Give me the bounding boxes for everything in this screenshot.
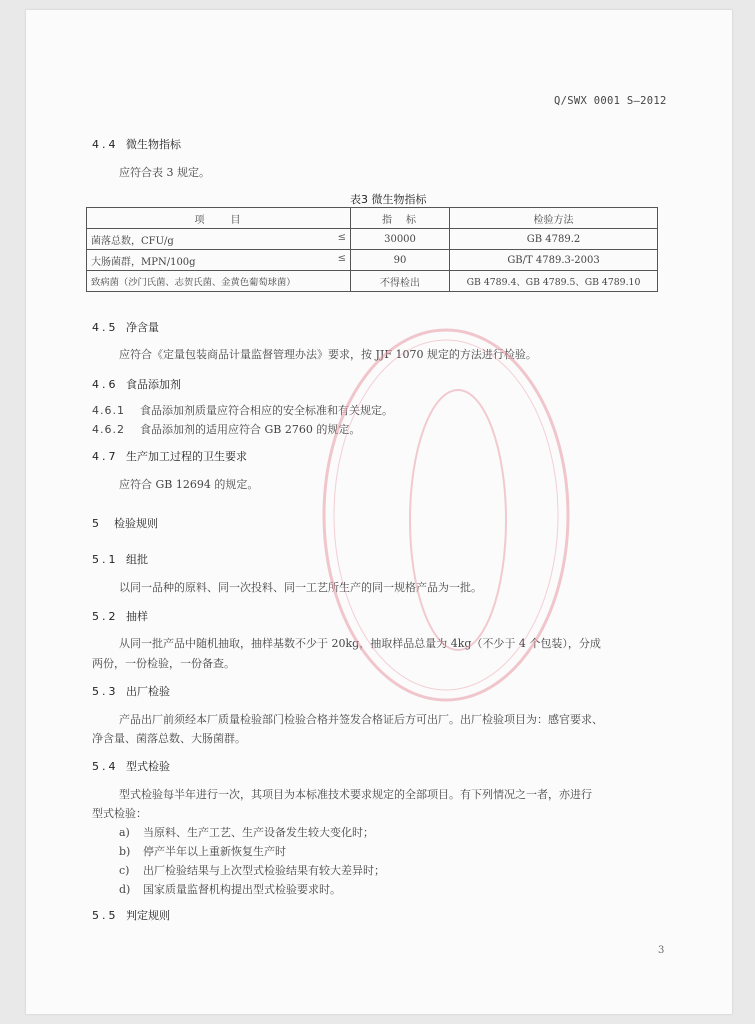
heading-number: 5.3 [92,685,119,698]
cell-method: GB/T 4789.3-2003 [450,250,658,271]
clause-text: 食品添加剂质量应符合相应的安全标准和有关规定。 [140,404,393,417]
clause-number: 4.6.2 [92,423,125,436]
heading-title: 型式检验 [126,760,170,773]
heading-4-6 [92,376,181,392]
operator-symbol: ≤ [337,252,346,264]
item-text: 致病菌（沙门氏菌、志贺氏菌、金黄色葡萄球菌） [91,277,296,288]
cell-limit: 不得检出 [351,271,450,292]
heading-title: 净含量 [126,321,159,334]
paragraph-5-1: 以同一品种的原料、同一次投料、同一工艺所生产的同一规格产品为一批。 [119,581,482,594]
paragraph-5-4-line1: 型式检验每半年进行一次，其项目为本标准技术要求规定的全部项目。有下列情况之一者，亦进行 [119,788,592,801]
paragraph-5-2-line2: 两份，一份检验，一份备查。 [92,657,235,670]
heading-4-7 [92,448,247,464]
list-marker: b) [119,845,131,858]
paragraph-4-7: 应符合 GB 12694 的规定。 [119,478,259,491]
heading-5-1 [92,551,148,567]
list-item-a [119,824,374,840]
heading-number: 4.5 [92,321,119,334]
heading-title: 生产加工过程的卫生要求 [126,450,247,463]
heading-title: 食品添加剂 [126,378,181,391]
heading-5-3 [92,683,170,699]
cell-limit: 90 [351,250,450,271]
list-item-c [119,862,385,878]
cell-method: GB 4789.2 [450,229,658,250]
heading-5-4 [92,758,170,774]
clause-number: 4.6.1 [92,404,125,417]
paragraph-4-5: 应符合《定量包装商品计量监督管理办法》要求，按 JJF 1070 规定的方法进行检验。 [119,348,537,361]
list-item-d [119,881,341,897]
paragraph-5-3-line2: 净含量、菌落总数、大肠菌群。 [92,732,246,745]
operator-symbol: ≤ [337,231,346,243]
header-item: 项 目 [87,208,351,229]
heading-4-5 [92,319,159,335]
heading-5-2 [92,608,148,624]
red-seal-stamp [316,320,576,710]
heading-title: 组批 [126,553,148,566]
table-row [87,271,658,292]
paragraph-5-2-line1: 从同一批产品中随机抽取，抽样基数不少于 20kg，抽取样品总量为 4kg（不少于 4 个包装），分成 [119,637,601,650]
list-marker: d) [119,883,131,896]
heading-number: 5.2 [92,610,119,623]
list-text: 停产半年以上重新恢复生产时 [143,845,286,858]
list-marker: c) [119,864,130,877]
cell-item [87,229,351,250]
clause-text: 食品添加剂的适用应符合 GB 2760 的规定。 [140,423,361,436]
heading-4-4 [92,136,181,152]
seal-center-oval [410,390,506,650]
header-method: 检验方法 [450,208,658,229]
table-header-row [87,208,658,229]
standard-code: Q/SWX 0001 S—2012 [554,95,667,107]
paragraph-4-4: 应符合表 3 规定。 [119,166,210,179]
document-page [26,10,732,1014]
item-text: 菌落总数，CFU/g [91,235,174,247]
heading-number: 5.4 [92,760,119,773]
item-text: 大肠菌群，MPN/100g [91,256,196,268]
clause-4-6-2 [92,421,360,437]
heading-title: 判定规则 [126,909,170,922]
list-marker: a) [119,826,130,839]
table-caption: 表3 微生物指标 [350,193,427,206]
list-item-b [119,843,286,859]
heading-number: 4.7 [92,450,119,463]
heading-title: 出厂检验 [126,685,170,698]
paragraph-5-3-line1: 产品出厂前须经本厂质量检验部门检验合格并签发合格证后方可出厂。出厂检验项目为：感官要求、 [119,713,603,726]
cell-item [87,250,351,271]
heading-number: 4.6 [92,378,119,391]
page-number: 3 [658,945,665,956]
microbial-indicator-table [86,207,658,292]
heading-title: 检验规则 [114,517,158,530]
clause-4-6-1 [92,402,393,418]
heading-number: 4.4 [92,138,119,151]
heading-5-5 [92,907,170,923]
table-row [87,229,658,250]
heading-title: 抽样 [126,610,148,623]
cell-item [87,271,351,292]
paragraph-5-4-line2: 型式检验： [92,807,147,820]
heading-number: 5 [92,517,102,530]
heading-title: 微生物指标 [126,138,181,151]
header-limit: 指 标 [351,208,450,229]
list-text: 当原料、生产工艺、生产设备发生较大变化时； [143,826,374,839]
heading-number: 5.5 [92,909,119,922]
cell-method: GB 4789.4、GB 4789.5、GB 4789.10 [450,271,658,292]
list-text: 出厂检验结果与上次型式检验结果有较大差异时； [143,864,385,877]
heading-5 [92,515,158,531]
cell-limit: 30000 [351,229,450,250]
list-text: 国家质量监督机构提出型式检验要求时。 [143,883,341,896]
heading-number: 5.1 [92,553,119,566]
table-row [87,250,658,271]
